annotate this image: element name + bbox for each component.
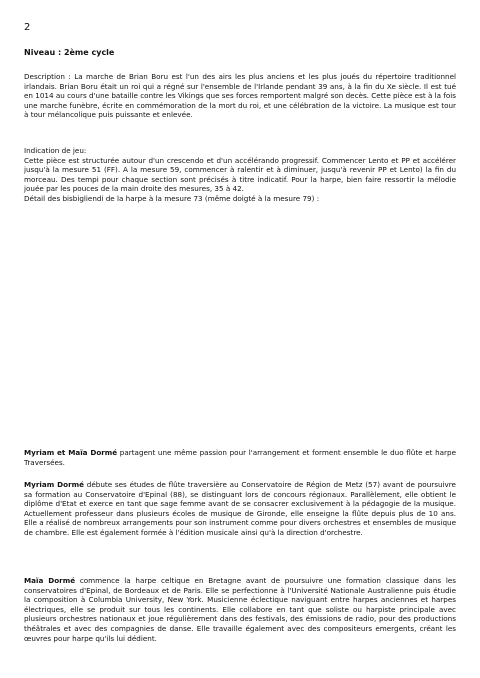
level-heading: Niveau : 2ème cycle [24, 48, 115, 57]
maia-name: Maïa Dormé [24, 576, 76, 585]
duo-names: Myriam et Maïa Dormé [24, 448, 118, 457]
page-number: 2 [24, 22, 31, 33]
indication-detail: Détail des bisbigliendi de la harpe à la mesure 73 (même doigté à la mesure 79) : [24, 193, 320, 203]
maia-text: commence la harpe celtique en Bretagne avant de poursuivre une formation classique dans les conservatoires d'Epinal, de Bordeaux et de Paris. Elle se perfectionne à l'Université Nationale Australienne puis étudie la composition à Columbia University, New York. Musicienne éclectique naviguant entre harpes anciennes et harpes électriques, elle se produit sur tous les continents. Elle collabore en tant que soliste ou harpiste principale avec plusieurs orchestres nationaux et joue régulièrement dans des festivals, des émissions de radio, pour des productions théâtrales et avec des compagnies de danse. Elle travaille également avec des compositeurs emergents, créant les œuvres pour harpe qu'ils lui dédient. [24, 576, 456, 643]
description-text: Description : La marche de Brian Boru est l'un des airs les plus anciens et les plus joués du répertoire traditionnel irlandais. Brian Boru était un roi qui a régné sur l'ensemble de l'Irlande pendant 39 ans, à la fin du Xe siècle. Il est tué en 1014 au cours d'une bataille contre les Vikings que ses forces remportent malgré son decès. Cette pièce est à la fois une marche funèbre, écrite en commémoration de la mort du roi, et une célébration de la victoire. La musique est tour à tour mélancolique puis puissante et enlevée. [24, 72, 456, 120]
duo-text: partagent une même passion pour l'arrangement et forment ensemble le duo flûte et harpe Traversées. [24, 448, 456, 467]
duo-paragraph [24, 448, 456, 467]
myriam-text: débute ses études de flûte traversière au Conservatoire de Région de Metz (57) avant de poursuivre sa formation au Conservatoire d'Epinal (88), se distinguant lors de concours régionaux. Parallèlement, elle obtient le diplôme d'Etat et exerce en tant que sage femme avant de se consacrer exclusivement à la pédagogie de la musique. Actuellement professeur dans plusieurs écoles de musique de Gironde, elle enseigne la flûte depuis plus de 10 ans. Elle a réalisé de nombreux arrangements pour son instrument comme pour divers orchestres et ensembles de musique de chambre. Elle est également formée à l'édition musicale ainsi qu'à la direction d'orchestre. [24, 480, 456, 537]
myriam-name: Myriam Dormé [24, 480, 84, 489]
indication-text: Cette pièce est structurée autour d'un crescendo et d'un accélérando progressif. Commencer Lento et PP et accélérer jusqu'à la mesure 51 (FF). A la mesure 59, commencer à ralentir et à diminuer, jusqu'à revenir PP et Lento) la fin du morceau. Des tempi pour chaque section sont précisés à titre indicatif. Pour la harpe, bien faire ressortir la mélodie jouée par les pouces de la main droite des mesures, 35 à 42. [24, 155, 456, 194]
indication-label: Indication de jeu: [24, 146, 87, 155]
description-paragraph [24, 72, 456, 120]
playing-indication [24, 146, 456, 204]
myriam-bio [24, 480, 456, 538]
maia-bio [24, 576, 456, 643]
